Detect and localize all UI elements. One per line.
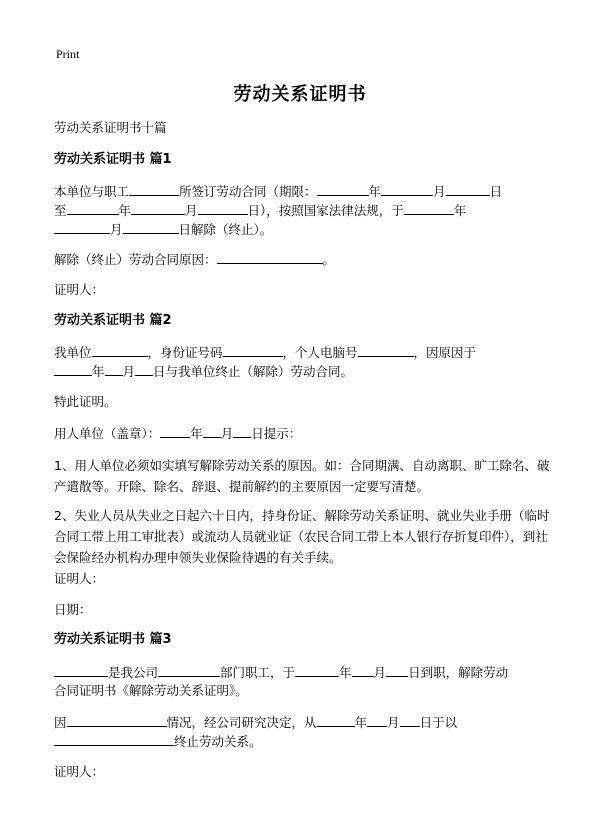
s2-line-2: 年 月 日与我单位终止（解除）劳动合同。 [54, 361, 353, 382]
s3-line-4: 终止劳动关系。 [54, 731, 262, 752]
s2-tip-1: 1、用人单位必须如实填写解除劳动关系的原因。如：合同期满、自动离职、旷工除名、破产遣散等。开除、除名、辞退、提前解约的主要原因一定要写清楚。 [54, 458, 550, 494]
s1-line-3: 月 日解除（终止）。 [54, 219, 272, 240]
s2-witness: 证明人： [54, 571, 105, 586]
print-label[interactable]: Print [56, 47, 80, 61]
s2-employer: 用人单位（盖章）： 年 月 日提示： [54, 423, 301, 444]
page-title: 劳动关系证明书 [233, 84, 367, 105]
s3-line-2: 合同证明书《解除劳动关系证明》。 [54, 683, 248, 698]
s1-line-2: 至 年 月 日），按照国家法律法规，于 年 [54, 200, 466, 221]
s3-witness: 证明人： [54, 764, 105, 779]
s3-line-1: 是我公司 部门职工，于 年 月 日到职，解除劳动 [54, 662, 508, 683]
s2-line-1: 我单位 ，身份证号码 ，个人电脑号 ，因原因于 [54, 342, 476, 363]
section-1-heading: 劳动关系证明书 篇1 [54, 152, 172, 167]
s2-tip-2: 2、失业人员从失业之日起六十日内，持身份证、解除劳动关系证明、就业失业手册（临时合同工带上用工审批表）或流动人员就业证（农民合同工带上本人银行存折复印件），到社会保险经办机构办理申领失业保险待遇的有关手续。 [54, 508, 550, 565]
s1-reason: 解除（终止）劳动合同原因： 。 [54, 249, 335, 270]
s1-line-1: 本单位与职工 所签订劳动合同（期限： 年 月 日 [54, 181, 502, 202]
s2-date: 日期： [54, 602, 92, 617]
section-2-heading: 劳动关系证明书 篇2 [54, 313, 172, 328]
s1-witness: 证明人： [54, 282, 105, 297]
subtitle: 劳动关系证明书十篇 [54, 120, 167, 135]
s3-line-3: 因 情况，经公司研究决定，从 年 月 日于以 [54, 712, 457, 733]
s2-special: 特此证明。 [54, 394, 117, 409]
section-3-heading: 劳动关系证明书 篇3 [54, 632, 172, 647]
